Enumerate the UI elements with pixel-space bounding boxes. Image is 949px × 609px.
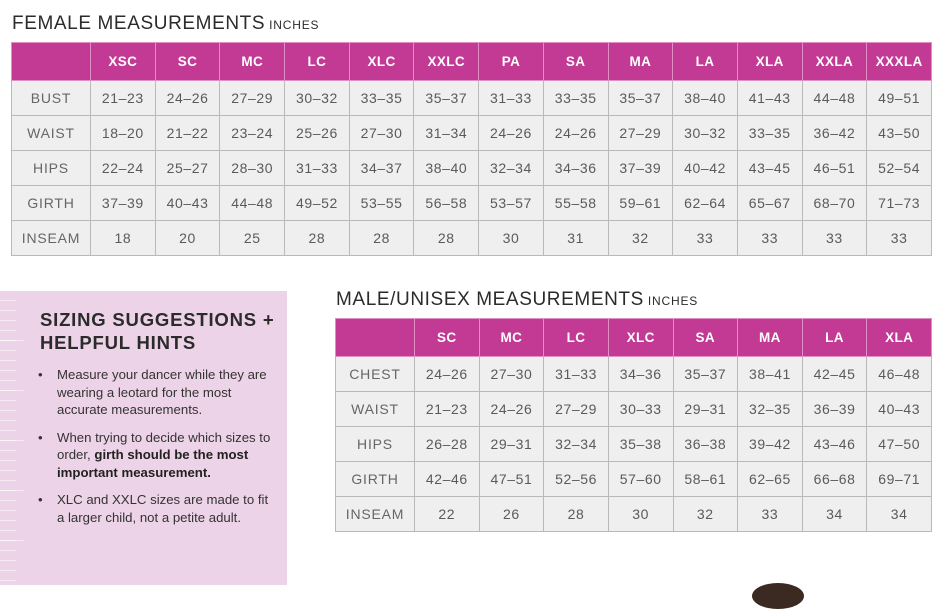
measurement-cell: 28 [285,221,350,256]
header-corner [12,43,91,81]
measurement-cell: 18–20 [91,116,156,151]
measurement-cell: 43–50 [867,116,932,151]
measurement-cell: 24–26 [479,116,544,151]
measurement-cell: 28 [349,221,414,256]
measurement-cell: 29–31 [479,427,544,462]
row-label: GIRTH [12,186,91,221]
bullet-icon: • [38,367,43,382]
size-header-sc: SC [415,319,480,357]
table-row-hips [336,427,932,462]
row-label: INSEAM [12,221,91,256]
measurement-cell: 28 [544,497,609,532]
size-header-sa: SA [673,319,738,357]
measurement-cell: 57–60 [608,462,673,497]
measurement-cell: 69–71 [867,462,932,497]
measurement-cell: 30–32 [673,116,738,151]
size-header-ma: MA [608,43,673,81]
measurement-cell: 21–23 [91,81,156,116]
measurement-cell: 35–37 [414,81,479,116]
measurement-cell: 32–34 [544,427,609,462]
size-header-mc: MC [220,43,285,81]
measurement-cell: 34 [802,497,867,532]
measurement-cell: 39–42 [738,427,803,462]
row-label: WAIST [336,392,415,427]
male-measurements-title [336,289,698,311]
measurement-cell: 41–43 [737,81,802,116]
measurement-cell: 65–67 [737,186,802,221]
measurement-cell: 44–48 [220,186,285,221]
measurement-cell: 43–46 [802,427,867,462]
table-row-chest [336,357,932,392]
measurement-cell: 38–40 [673,81,738,116]
measurement-cell: 40–43 [867,392,932,427]
measurement-cell: 53–55 [349,186,414,221]
measurement-cell: 27–29 [544,392,609,427]
size-header-la: LA [802,319,867,357]
measurement-cell: 26–28 [415,427,480,462]
measurement-cell: 31–34 [414,116,479,151]
measurement-cell: 27–29 [608,116,673,151]
measurement-cell: 24–26 [155,81,220,116]
measurement-cell: 38–40 [414,151,479,186]
size-header-sa: SA [543,43,608,81]
measurement-cell: 32 [608,221,673,256]
measurement-cell: 34–37 [349,151,414,186]
measurement-cell: 49–52 [285,186,350,221]
measurement-cell: 55–58 [543,186,608,221]
measurement-cell: 30–32 [285,81,350,116]
hint-text: XLC and XXLC sizes are made to fit a larger child, not a petite adult. [57,492,269,525]
measurement-cell: 25–27 [155,151,220,186]
measurement-cell: 33–35 [737,116,802,151]
size-header-ma: MA [738,319,803,357]
measurement-cell: 44–48 [802,81,867,116]
size-header-xlc: XLC [349,43,414,81]
table-row-hips [12,151,932,186]
size-header-xxla: XXLA [802,43,867,81]
measurement-cell: 68–70 [802,186,867,221]
measurement-cell: 24–26 [415,357,480,392]
row-label: INSEAM [336,497,415,532]
female-measurements-title [12,13,319,35]
bullet-icon: • [38,492,43,507]
measurement-cell: 30 [479,221,544,256]
measurement-cell: 18 [91,221,156,256]
measurement-cell: 28 [414,221,479,256]
table-row-bust [12,81,932,116]
model-photo-edge [752,583,804,609]
measurement-cell: 24–26 [479,392,544,427]
size-header-la: LA [673,43,738,81]
row-label: HIPS [12,151,91,186]
measurement-cell: 22–24 [91,151,156,186]
measurement-cell: 36–39 [802,392,867,427]
row-label: HIPS [336,427,415,462]
measurement-cell: 34 [867,497,932,532]
measurement-cell: 52–56 [544,462,609,497]
measurement-cell: 31 [543,221,608,256]
measurement-cell: 49–51 [867,81,932,116]
size-header-lc: LC [544,319,609,357]
measurement-cell: 33 [673,221,738,256]
measurement-cell: 27–30 [479,357,544,392]
size-header-mc: MC [479,319,544,357]
hint-text: Measure your dancer while they are wearing a leotard for the most accurate measurements. [57,367,267,417]
measurement-cell: 33 [737,221,802,256]
row-label: CHEST [336,357,415,392]
measurement-cell: 27–29 [220,81,285,116]
hints-title: SIZING SUGGESTIONS + HELPFUL HINTS [40,309,275,353]
measurement-cell: 23–24 [220,116,285,151]
measurement-cell: 25–26 [285,116,350,151]
table-row-inseam [336,497,932,532]
measurement-cell: 52–54 [867,151,932,186]
measurement-cell: 32 [673,497,738,532]
measurement-cell: 20 [155,221,220,256]
size-header-xxlc: XXLC [414,43,479,81]
measurement-cell: 46–51 [802,151,867,186]
measurement-cell: 31–33 [544,357,609,392]
female-title-text: FEMALE MEASUREMENTS [12,13,266,34]
hint-item [38,429,276,482]
table-row-waist [336,392,932,427]
measurement-cell: 42–46 [415,462,480,497]
measurement-cell: 32–35 [738,392,803,427]
hint-emphasis: girth should be the most important measurement. [57,447,249,480]
female-size-table [11,42,932,256]
female-unit-label: INCHES [269,18,320,32]
measurement-cell: 46–48 [867,357,932,392]
measurement-cell: 58–61 [673,462,738,497]
measurement-cell: 25 [220,221,285,256]
measurement-cell: 59–61 [608,186,673,221]
table-row-girth [12,186,932,221]
measurement-cell: 53–57 [479,186,544,221]
measurement-cell: 35–38 [608,427,673,462]
measurement-cell: 35–37 [608,81,673,116]
measurement-cell: 29–31 [673,392,738,427]
hint-item [38,491,276,526]
measurement-cell: 71–73 [867,186,932,221]
measurement-cell: 36–38 [673,427,738,462]
measurement-cell: 37–39 [608,151,673,186]
measurement-cell: 66–68 [802,462,867,497]
measurement-cell: 33 [738,497,803,532]
hints-list [38,366,276,536]
male-unit-label: INCHES [647,294,699,308]
measurement-cell: 24–26 [543,116,608,151]
measurement-cell: 38–41 [738,357,803,392]
measurement-cell: 33 [802,221,867,256]
size-header-xla: XLA [867,319,932,357]
measurement-cell: 47–51 [479,462,544,497]
male-size-table [335,318,932,532]
row-label: WAIST [12,116,91,151]
size-header-xsc: XSC [91,43,156,81]
measurement-cell: 36–42 [802,116,867,151]
table-row-inseam [12,221,932,256]
size-header-pa: PA [479,43,544,81]
table-row-girth [336,462,932,497]
row-label: BUST [12,81,91,116]
measurement-cell: 34–36 [608,357,673,392]
measurement-cell: 56–58 [414,186,479,221]
ruler-major-ticks [0,291,24,585]
measurement-cell: 42–45 [802,357,867,392]
measurement-cell: 43–45 [737,151,802,186]
header-corner [336,319,415,357]
measurement-cell: 30 [608,497,673,532]
measurement-cell: 40–43 [155,186,220,221]
row-label: GIRTH [336,462,415,497]
measurement-cell: 21–23 [415,392,480,427]
measurement-cell: 47–50 [867,427,932,462]
measurement-cell: 28–30 [220,151,285,186]
measurement-cell: 34–36 [543,151,608,186]
hint-item [38,366,276,419]
hint-text: When trying to decide which sizes to order, [57,429,271,462]
measurement-cell: 31–33 [479,81,544,116]
measurement-cell: 32–34 [479,151,544,186]
table-row-waist [12,116,932,151]
measurement-cell: 26 [479,497,544,532]
size-header-xla: XLA [737,43,802,81]
measurement-cell: 40–42 [673,151,738,186]
male-title-text: MALE/UNISEX MEASUREMENTS [336,289,644,310]
sizing-hints-panel [0,291,287,585]
measurement-cell: 30–33 [608,392,673,427]
measurement-cell: 37–39 [91,186,156,221]
size-header-lc: LC [285,43,350,81]
measurement-cell: 33–35 [349,81,414,116]
measurement-cell: 33 [867,221,932,256]
bullet-icon: • [38,429,43,445]
size-header-xxxla: XXXLA [867,43,932,81]
measurement-cell: 21–22 [155,116,220,151]
measurement-cell: 31–33 [285,151,350,186]
size-header-xlc: XLC [608,319,673,357]
measurement-cell: 22 [415,497,480,532]
measurement-cell: 33–35 [543,81,608,116]
measurement-cell: 62–64 [673,186,738,221]
measurement-cell: 62–65 [738,462,803,497]
measurement-cell: 35–37 [673,357,738,392]
size-header-sc: SC [155,43,220,81]
measurement-cell: 27–30 [349,116,414,151]
